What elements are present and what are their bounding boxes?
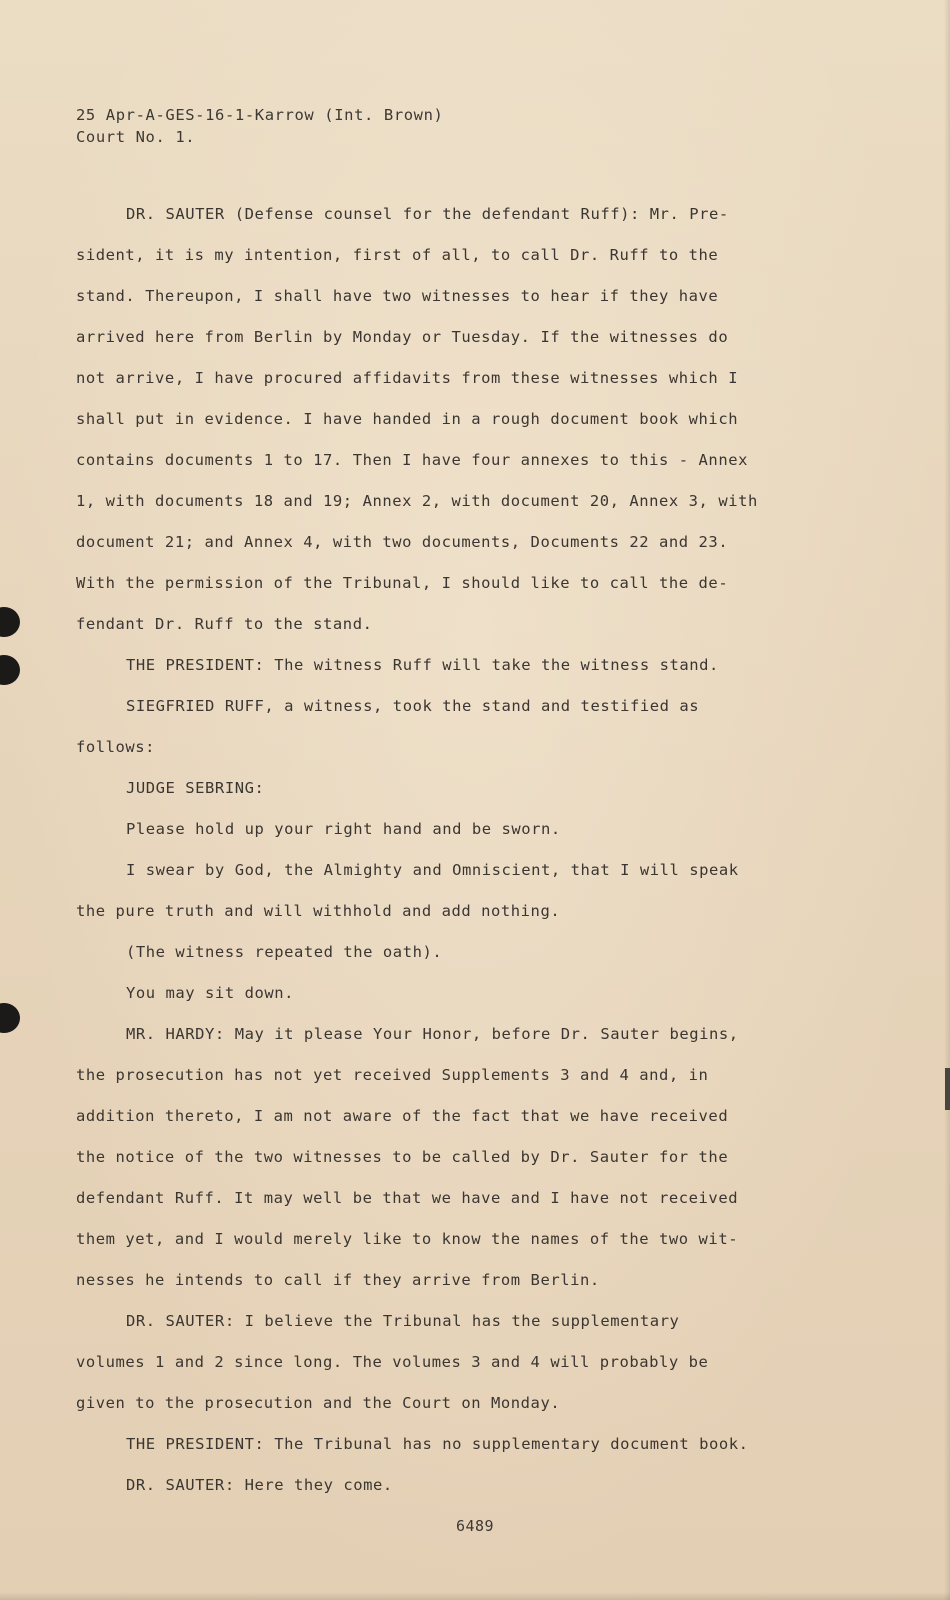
- binder-clip: [945, 1068, 950, 1110]
- binder-hole: [0, 655, 20, 685]
- text-line: document 21; and Annex 4, with two documents, Documents 22 and 23.: [76, 533, 729, 551]
- text-line: sident, it is my intention, first of all, to call Dr. Ruff to the: [76, 246, 719, 264]
- text-line: Please hold up your right hand and be sworn.: [126, 820, 561, 838]
- text-line: THE PRESIDENT: The witness Ruff will take the witness stand.: [126, 656, 719, 674]
- page-bottom-shadow: [0, 1592, 950, 1600]
- text-line: the prosecution has not yet received Supplements 3 and 4 and, in: [76, 1066, 709, 1084]
- text-line: DR. SAUTER (Defense counsel for the defendant Ruff): Mr. Pre-: [126, 205, 729, 223]
- text-line: defendant Ruff. It may well be that we have and I have not received: [76, 1189, 739, 1207]
- page-number: 6489: [455, 1517, 495, 1535]
- text-line: stand. Thereupon, I shall have two witnesses to hear if they have: [76, 287, 719, 305]
- text-line: MR. HARDY: May it please Your Honor, before Dr. Sauter begins,: [126, 1025, 739, 1043]
- header-court-line: Court No. 1.: [76, 128, 196, 146]
- text-line: JUDGE SEBRING:: [126, 779, 265, 797]
- binder-hole: [0, 607, 20, 637]
- text-line: not arrive, I have procured affidavits from these witnesses which I: [76, 369, 739, 387]
- text-line: DR. SAUTER: Here they come.: [126, 1476, 393, 1494]
- text-line: them yet, and I would merely like to know the names of the two wit-: [76, 1230, 739, 1248]
- text-line: THE PRESIDENT: The Tribunal has no supplementary document book.: [126, 1435, 749, 1453]
- transcript-body: [76, 204, 794, 1516]
- text-line: volumes 1 and 2 since long. The volumes 3 and 4 will probably be: [76, 1353, 709, 1371]
- text-line: arrived here from Berlin by Monday or Tuesday. If the witnesses do: [76, 328, 729, 346]
- text-line: (The witness repeated the oath).: [126, 943, 443, 961]
- text-line: With the permission of the Tribunal, I should like to call the de-: [76, 574, 729, 592]
- text-line: follows:: [76, 738, 156, 756]
- text-line: given to the prosecution and the Court on Monday.: [76, 1394, 561, 1412]
- text-line: You may sit down.: [126, 984, 294, 1002]
- text-line: fendant Dr. Ruff to the stand.: [76, 615, 373, 633]
- text-line: 1, with documents 18 and 19; Annex 2, with document 20, Annex 3, with: [76, 492, 758, 510]
- binder-hole: [0, 1003, 20, 1033]
- document-header: [76, 104, 443, 148]
- page-edge-shadow: [944, 0, 950, 1600]
- text-line: DR. SAUTER: I believe the Tribunal has the supplementary: [126, 1312, 680, 1330]
- text-line: contains documents 1 to 17. Then I have four annexes to this - Annex: [76, 451, 748, 469]
- text-line: SIEGFRIED RUFF, a witness, took the stand and testified as: [126, 697, 700, 715]
- header-reference-line: 25 Apr-A-GES-16-1-Karrow (Int. Brown): [76, 106, 444, 124]
- text-line: the notice of the two witnesses to be called by Dr. Sauter for the: [76, 1148, 729, 1166]
- text-line: I swear by God, the Almighty and Omniscient, that I will speak: [126, 861, 739, 879]
- text-line: nesses he intends to call if they arrive from Berlin.: [76, 1271, 600, 1289]
- text-line: the pure truth and will withhold and add nothing.: [76, 902, 561, 920]
- text-line: addition thereto, I am not aware of the fact that we have received: [76, 1107, 729, 1125]
- text-line: shall put in evidence. I have handed in a rough document book which: [76, 410, 739, 428]
